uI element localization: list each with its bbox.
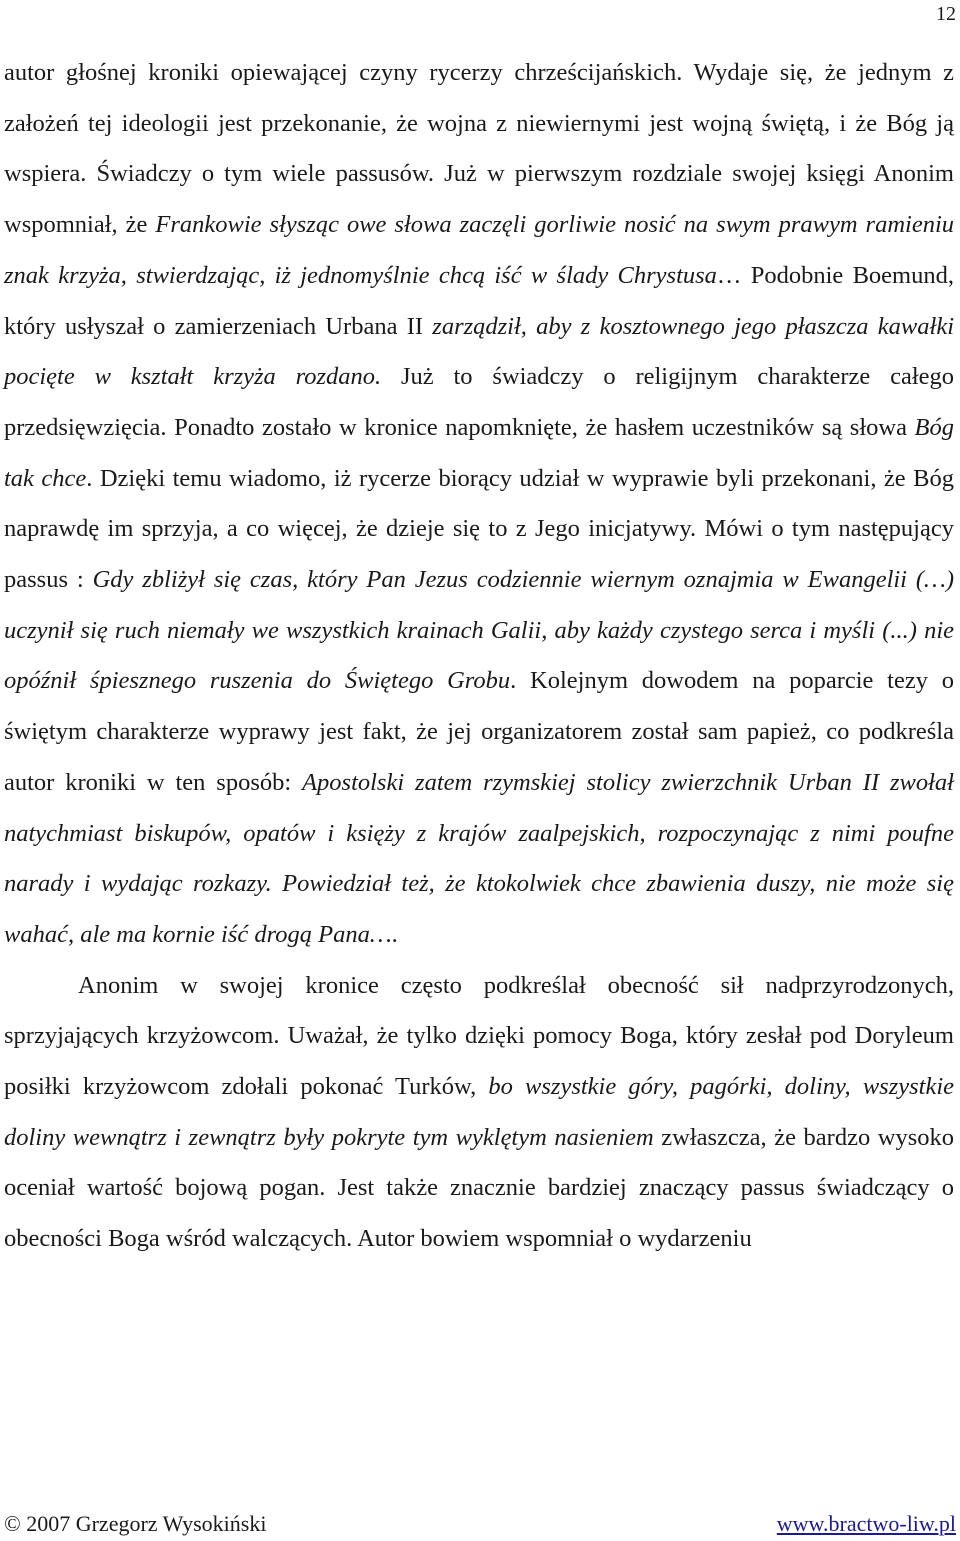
footer-copyright: © 2007 Grzegorz Wysokiński bbox=[4, 1511, 267, 1536]
quoted-passage: Apostolski zatem rzymskiej stolicy zwierzchnik Urban II zwołał natychmiast biskupów, opatów i księży z krajów zaalpejskich, rozpoczynając z nimi poufne narady i wydając rozkazy. Powiedział też, że ktokolwiek chce zbawienia duszy, nie może się wahać, ale ma kornie iść drogą Pana… bbox=[4, 768, 954, 948]
page-number: 12 bbox=[936, 3, 956, 25]
text-run: . bbox=[391, 920, 398, 948]
page-footer bbox=[4, 1510, 956, 1538]
text-run: zwłaszcza, że bardzo wysoko oceniał wartość bojową pogan. Jest także znacznie bardziej znaczący passus świadczący o obecności Boga wśród walczących. Autor bowiem wspomniał o wydarzeniu bbox=[4, 1123, 954, 1253]
paragraph bbox=[4, 961, 954, 1265]
text-run: . Dzięki temu wiadomo, iż rycerze biorący udział w wyprawie byli przekonani, że Bóg naprawdę im sprzyja, a co więcej, że dzieje się to z Jego inicjatywy. Mówi o tym następujący passus : bbox=[4, 464, 954, 594]
text-run: autor głośnej kroniki opiewającej czyny rycerzy chrześcijańskich. Wydaje się, że jednym z założeń tej ideologii jest przekonanie, że wojna z niewiernymi jest wojną świętą, i że Bóg ją wspiera. Świadczy o tym wiele passusów. Już w pierwszym rozdziale swojej księgi Anonim wspomniał, że bbox=[4, 59, 954, 239]
text-run: Anonim w swojej kronice często podkreślał obecność sił nadprzyrodzonych, sprzyjających krzyżowcom. Uważał, że tylko dzięki pomocy Boga, który zesłał pod Doryleum posiłki krzyżowcom zdołali pokonać Turków, bbox=[4, 971, 954, 1101]
document-body bbox=[4, 48, 954, 1265]
footer-link[interactable]: www.bractwo-liw.pl bbox=[776, 1511, 956, 1536]
text-run: Już to świadczy o religijnym charakterze całego przedsięwzięcia. Ponadto zostało w kronice napomknięte, że hasłem uczestników są słowa bbox=[4, 363, 954, 441]
text-run: . Kolejnym dowodem na poparcie tezy o świętym charakterze wyprawy jest fakt, że jej organizatorem został sam papież, co podkreśla autor kroniki w ten sposób: bbox=[4, 667, 954, 796]
quoted-passage: zarządził, aby z kosztownego jego płaszcza kawałki pocięte w kształt krzyża rozdano. bbox=[4, 312, 954, 391]
paragraph bbox=[4, 48, 954, 961]
text-run: … Podobnie Boemund, który usłyszał o zamierzeniach Urbana II bbox=[4, 261, 954, 340]
quoted-passage: Frankowie słysząc owe słowa zaczęli gorliwie nosić na swym prawym ramieniu znak krzyża, stwierdzając, iż jednomyślnie chcą iść w ślady Chrystusa bbox=[4, 211, 955, 289]
quoted-passage: Gdy zbliżył się czas, który Pan Jezus codziennie wiernym oznajmia w Ewangelii (…) uczynił się ruch niemały we wszystkich krainach Galii, aby każdy czystego serca i myśli (...) nie opóźnił śpiesznego ruszenia do Świętego Grobu bbox=[4, 566, 954, 695]
quoted-passage: bo wszystkie góry, pagórki, doliny, wszystkie doliny wewnątrz i zewnątrz były pokryte tym wyklętym nasieniem bbox=[4, 1073, 954, 1151]
quoted-passage: Bóg tak chce bbox=[4, 413, 954, 492]
